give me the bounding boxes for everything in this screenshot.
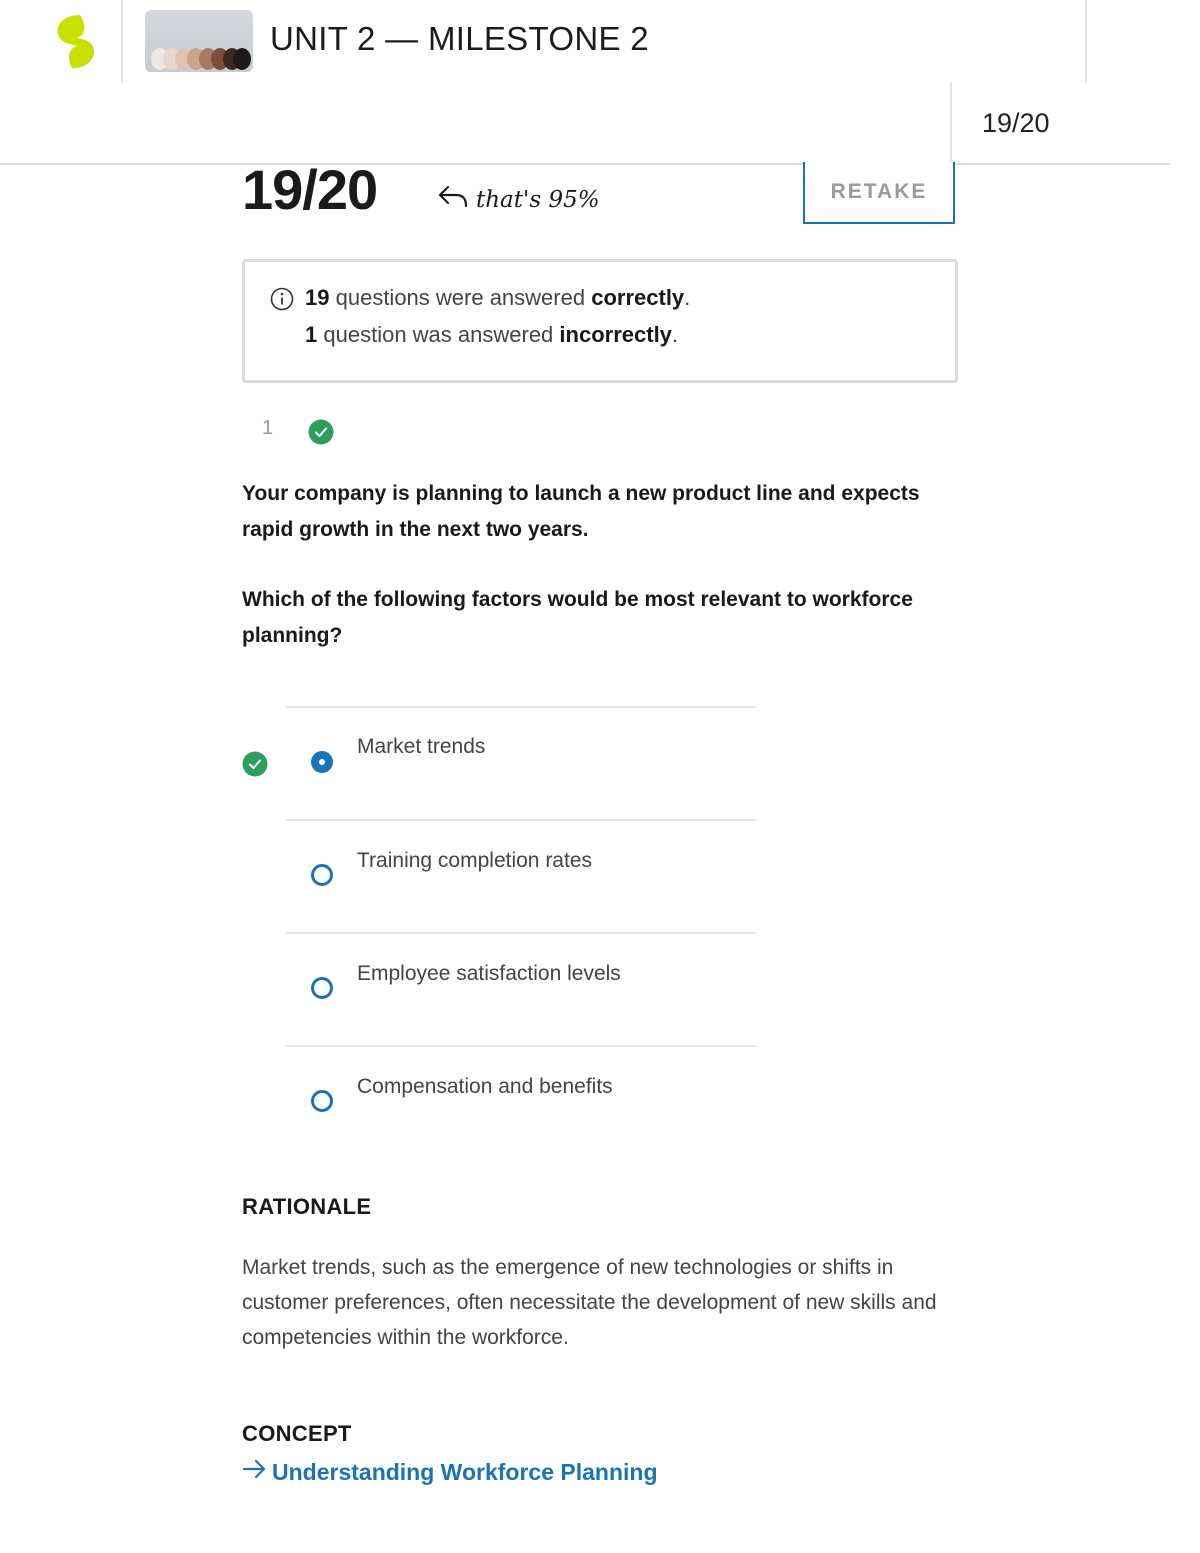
summary-emphasis: incorrectly — [559, 322, 672, 347]
results-summary-box — [242, 259, 958, 383]
incorrect-count: 1 — [305, 322, 318, 347]
option-label[interactable]: Market trends — [357, 735, 486, 758]
info-icon — [270, 287, 294, 311]
option-radio[interactable] — [311, 977, 333, 999]
header-score: 19/20 — [982, 108, 1050, 138]
summary-period: . — [684, 285, 691, 310]
question-scenario: Your company is planning to launch a new product line and expects rapid growth in the next two years. — [242, 482, 920, 541]
summary-text: questions were answered — [335, 285, 586, 310]
score-value: 19/20 — [242, 158, 378, 221]
option-divider — [286, 1045, 756, 1047]
option-divider — [286, 706, 756, 708]
header-divider — [950, 82, 952, 164]
option-radio[interactable] — [311, 1090, 333, 1112]
sophia-logo-icon[interactable] — [50, 12, 102, 72]
question-correct-check-icon — [308, 419, 334, 445]
score-percent-text: that's 95% — [476, 187, 600, 213]
summary-period: . — [671, 322, 679, 347]
option-label[interactable]: Training completion rates — [357, 849, 592, 872]
rationale-heading: RATIONALE — [242, 1194, 372, 1219]
question-number: 1 — [262, 417, 274, 439]
retake-button[interactable]: RETAKE — [803, 162, 955, 224]
concept-link-label[interactable]: Understanding Workforce Planning — [272, 1458, 658, 1485]
page-title: UNIT 2 — MILESTONE 2 — [270, 20, 649, 57]
score-percent-note — [436, 184, 600, 216]
option-radio-selected[interactable] — [311, 751, 333, 773]
option-divider — [286, 932, 756, 934]
option-label[interactable]: Employee satisfaction levels — [357, 962, 621, 985]
header-divider — [121, 0, 123, 82]
summary-correct-line — [305, 285, 690, 311]
correct-answer-check-icon — [242, 751, 268, 777]
question-prompt: Which of the following factors would be most relevant to workforce planning? — [242, 588, 913, 647]
header-divider — [1085, 0, 1087, 82]
option-label[interactable]: Compensation and benefits — [357, 1075, 613, 1098]
arrow-right-icon — [242, 1458, 268, 1486]
curved-arrow-icon — [436, 184, 470, 216]
header-bottom-border — [0, 163, 1170, 165]
summary-text: question was answered — [323, 322, 554, 347]
correct-count: 19 — [305, 285, 330, 310]
summary-emphasis: correctly — [591, 285, 685, 310]
option-divider — [286, 819, 756, 821]
rationale-text: Market trends, such as the emergence of new technologies or shifts in customer preferences, often necessitate the development of new skills and competencies within the workforce. — [242, 1256, 937, 1349]
course-thumbnail — [145, 10, 253, 72]
summary-incorrect-line — [305, 322, 678, 348]
concept-link[interactable] — [242, 1458, 658, 1486]
option-radio[interactable] — [311, 864, 333, 886]
concept-heading: CONCEPT — [242, 1421, 352, 1446]
